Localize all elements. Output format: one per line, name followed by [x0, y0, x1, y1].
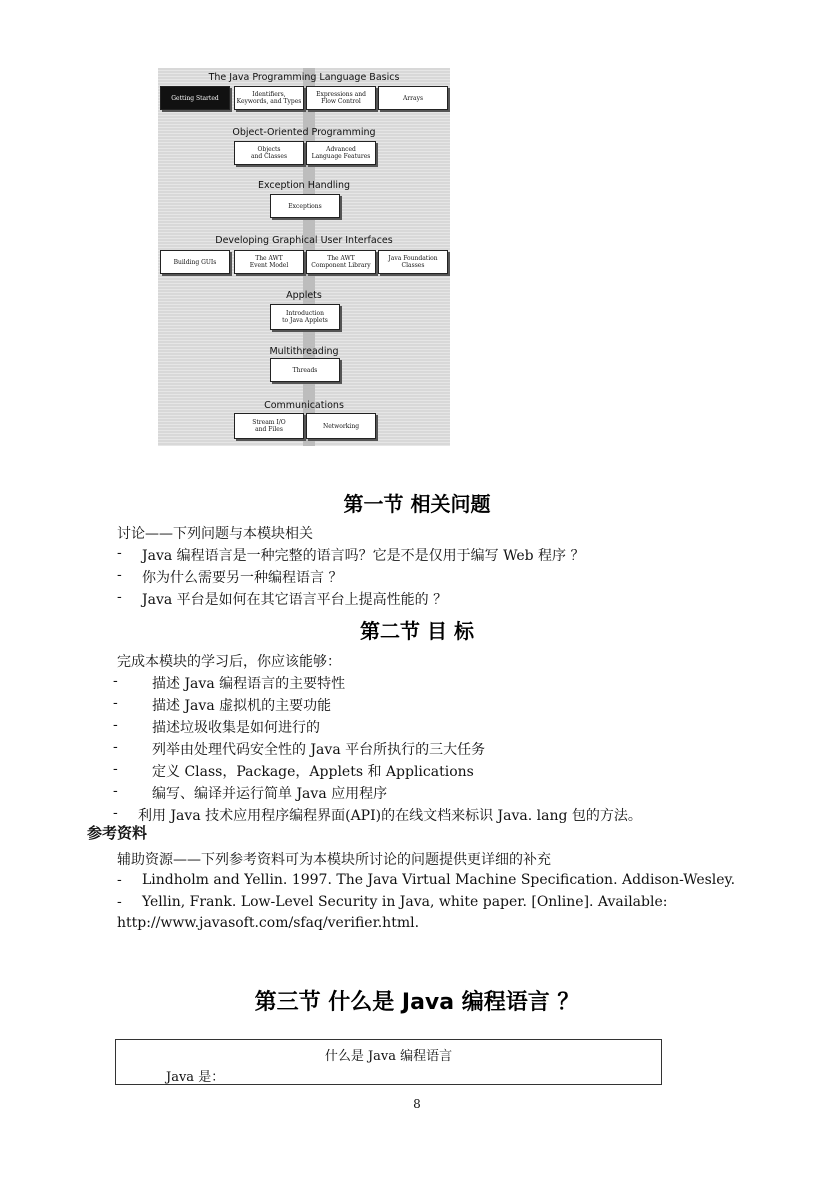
bullet: -: [113, 673, 118, 689]
page-number: 8: [413, 1097, 421, 1111]
definition-box: [115, 1039, 662, 1085]
diagram-box: The AWT Event Model: [234, 250, 304, 274]
bullet: -: [117, 589, 122, 605]
references-heading: 参考资料: [87, 824, 148, 842]
list-item: Java 编程语言是一种完整的语言吗？它是不是仅用于编写 Web 程序 ？: [142, 548, 585, 564]
section2-heading: 第二节 目 标: [360, 619, 474, 643]
bullet: -: [117, 894, 122, 910]
diagram-box: Introduction to Java Applets: [270, 304, 340, 330]
list-item: 描述 Java 编程语言的主要特性: [152, 676, 346, 692]
diagram-section-title: Applets: [286, 290, 322, 301]
course-map-diagram: [158, 68, 450, 446]
section1-intro: 讨论——下列问题与本模块相关: [117, 526, 313, 542]
diagram-section-title: Multithreading: [269, 346, 339, 357]
diagram-box: Java Foundation Classes: [378, 250, 448, 274]
bullet: -: [117, 567, 122, 583]
diagram-section-title: The Java Programming Language Basics: [208, 72, 400, 83]
diagram-box: Expressions and Flow Control: [306, 86, 376, 110]
bullet: -: [113, 717, 118, 733]
list-item: 描述 Java 虚拟机的主要功能: [152, 698, 332, 714]
diagram-box: Advanced Language Features: [306, 141, 376, 165]
bullet: -: [117, 545, 122, 561]
reference-item: Lindholm and Yellin. 1997. The Java Virtual Machine Specification. Addison-Wesley.: [142, 872, 736, 888]
definition-box-line: Java 是：: [166, 1070, 225, 1085]
list-item: Java 平台是如何在其它语言平台上提高性能的 ？: [142, 592, 448, 608]
diagram-box: Building GUIs: [160, 250, 230, 274]
list-item: 编写、编译并运行简单 Java 应用程序: [152, 786, 388, 802]
diagram-box: The AWT Component Library: [306, 250, 376, 274]
section3-heading: 第三节 什么是 Java 编程语言 ？: [254, 990, 580, 1015]
diagram-box: Threads: [270, 358, 340, 382]
diagram-section-title: Developing Graphical User Interfaces: [215, 235, 393, 246]
bullet: -: [113, 739, 118, 755]
bullet: -: [113, 761, 118, 777]
bullet: -: [117, 872, 122, 888]
diagram-box: Objects and Classes: [234, 141, 304, 165]
bullet: -: [113, 695, 118, 711]
diagram-box: Networking: [306, 413, 376, 439]
bullet: -: [113, 805, 118, 821]
list-item: 列举由处理代码安全性的 Java 平台所执行的三大任务: [152, 742, 486, 758]
definition-box-title: 什么是 Java 编程语言: [324, 1049, 453, 1064]
diagram-section-title: Object-Oriented Programming: [232, 127, 376, 138]
list-item: 你为什么需要另一种编程语言 ？: [142, 570, 343, 586]
reference-url: http://www.javasoft.com/sfaq/verifier.html.: [117, 915, 420, 931]
list-item: 利用 Java 技术应用程序编程界面(API)的在线文档来标识 Java. lang 包的方法。: [138, 808, 642, 824]
diagram-box: Identifiers, Keywords, and Types: [234, 86, 304, 110]
diagram-box: Stream I/O and Files: [234, 413, 304, 439]
reference-item: Yellin, Frank. Low-Level Security in Java, white paper. [Online]. Available:: [142, 894, 668, 910]
diagram-section-title: Communications: [264, 400, 344, 411]
diagram-section-title: Exception Handling: [257, 180, 351, 191]
section1-heading: 第一节 相关问题: [343, 492, 491, 516]
references-intro: 辅助资源——下列参考资料可为本模块所讨论的问题提供更详细的补充: [117, 852, 551, 868]
bullet: -: [113, 783, 118, 799]
list-item: 定义 Class，Package，Applets 和 Applications: [152, 764, 474, 780]
diagram-box: Getting Started: [160, 86, 230, 110]
section2-intro: 完成本模块的学习后，你应该能够：: [117, 654, 341, 670]
diagram-box: Arrays: [378, 86, 448, 110]
list-item: 描述垃圾收集是如何进行的: [152, 720, 320, 736]
diagram-box: Exceptions: [270, 194, 340, 218]
